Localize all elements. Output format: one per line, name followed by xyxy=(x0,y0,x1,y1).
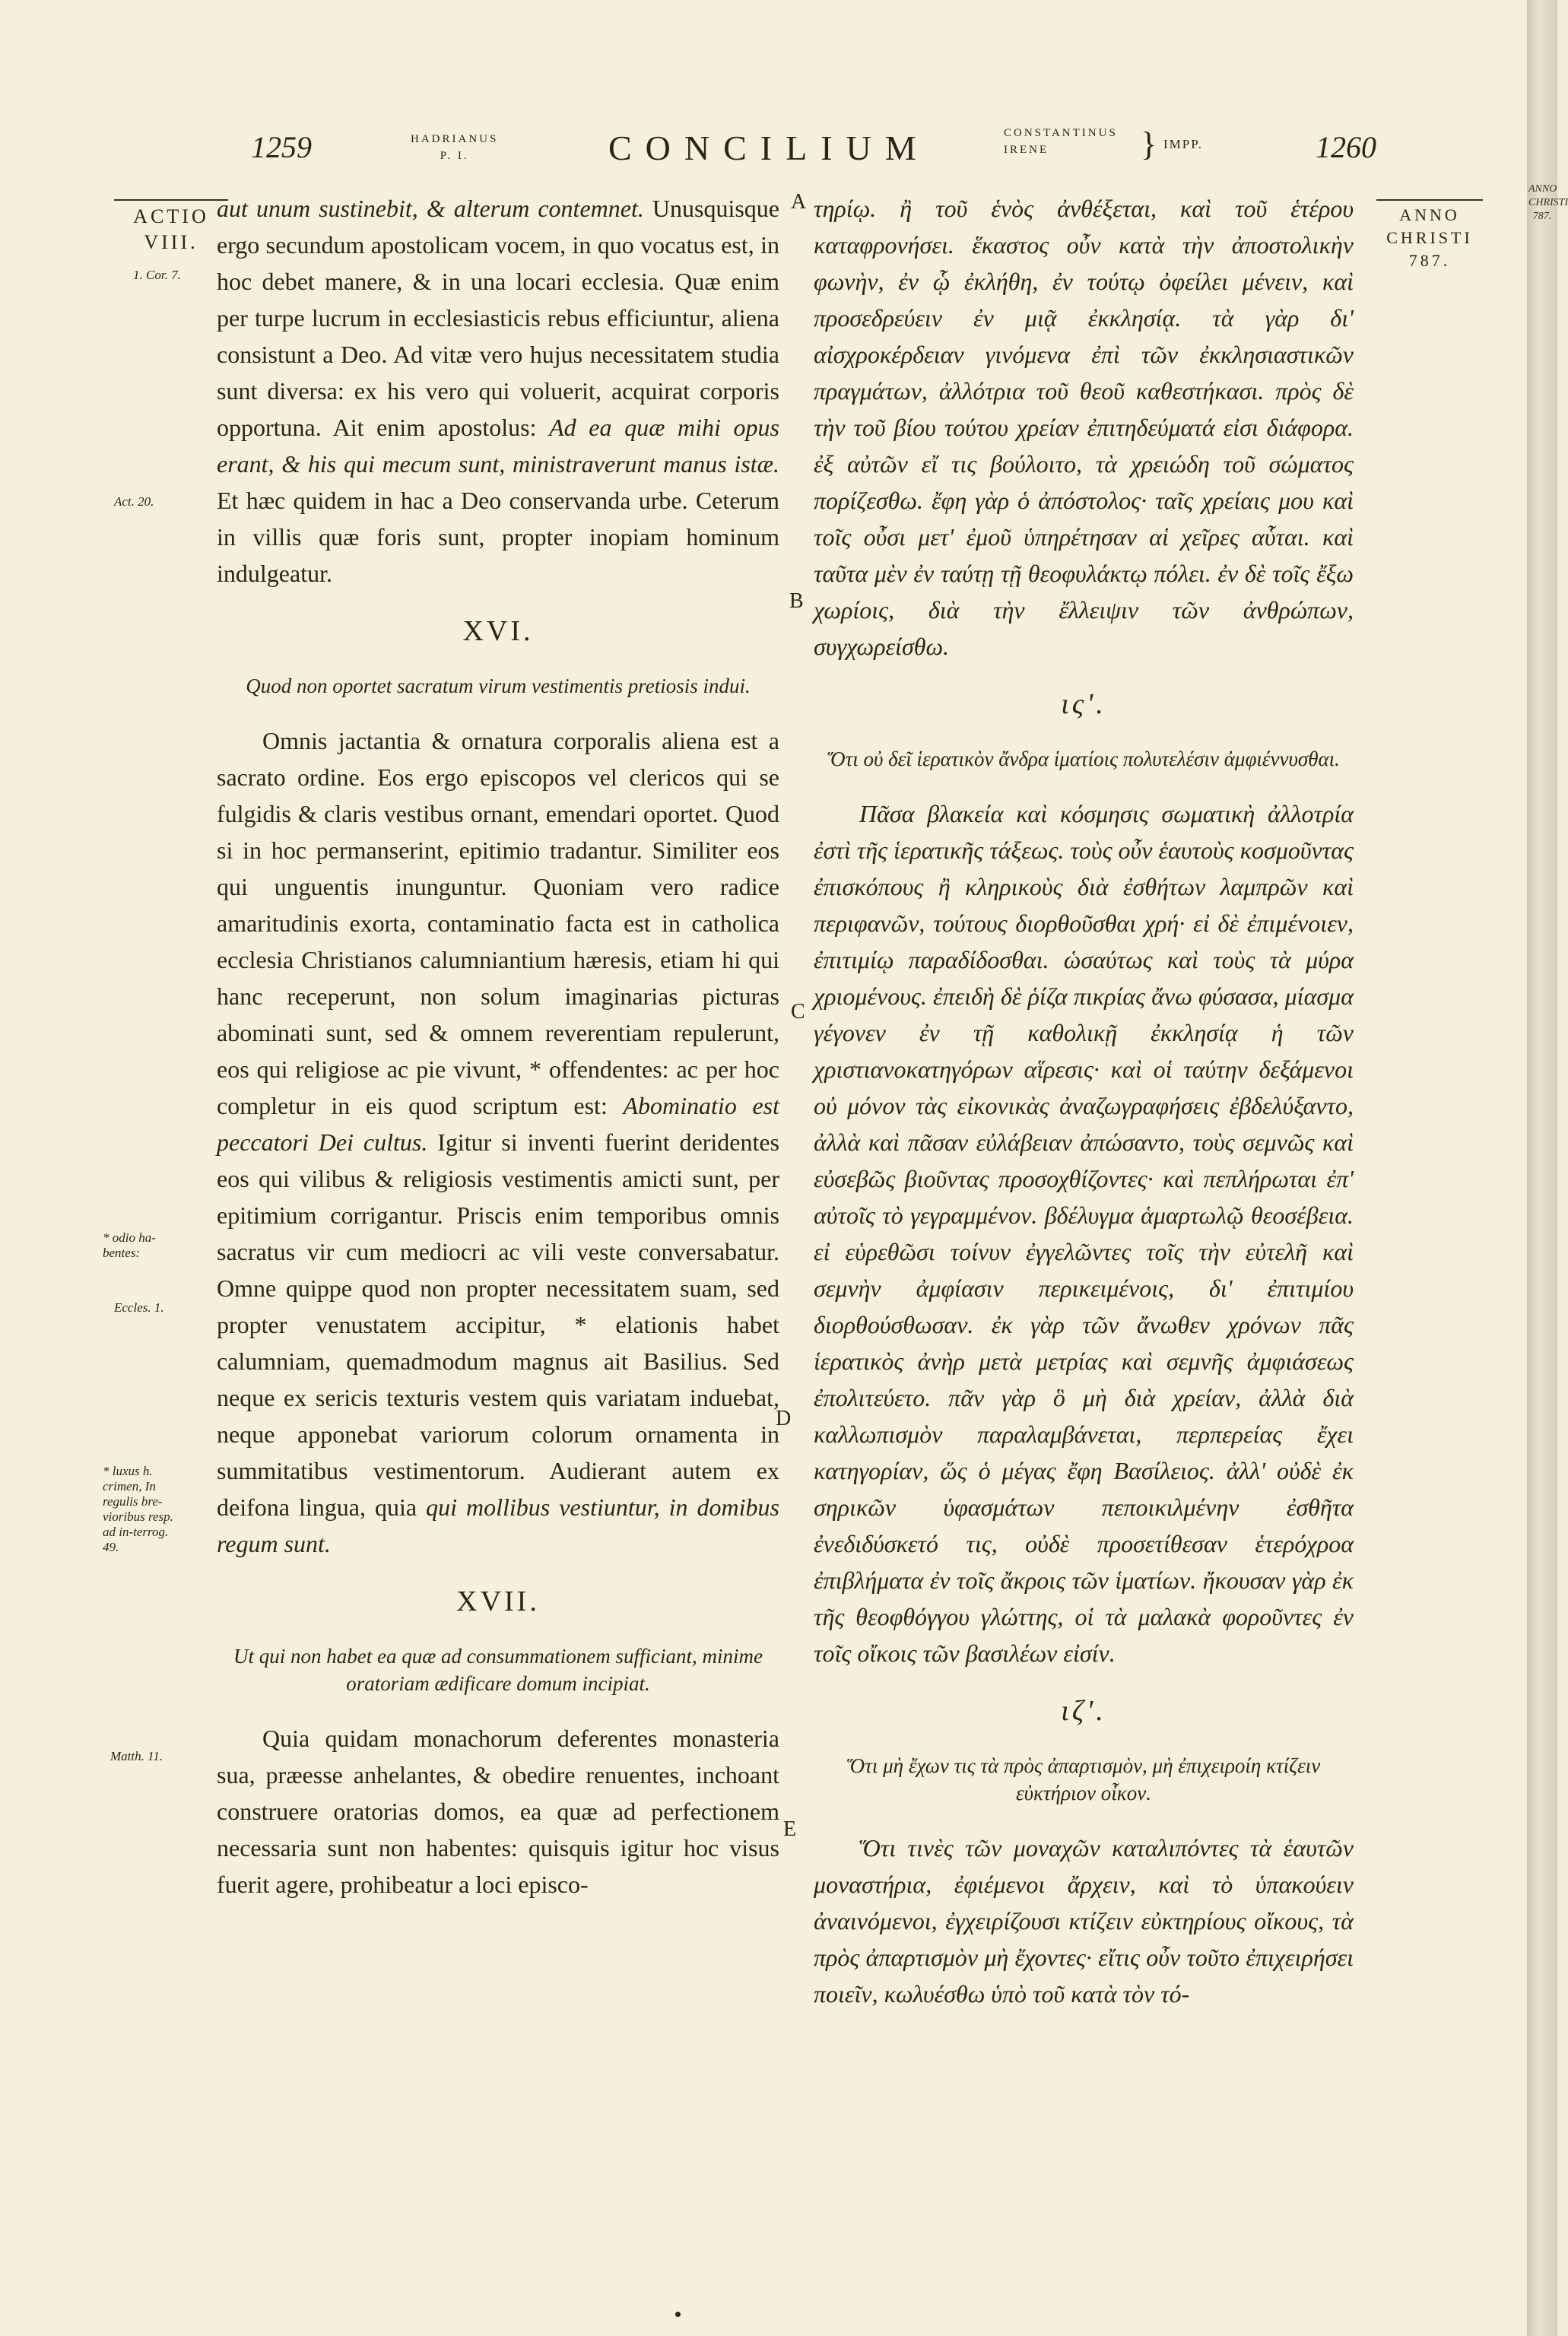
actio-label xyxy=(114,199,228,256)
latin-text-4: Igitur si inventi fuerint deridentes eos qui vilibus & religiosis vestimentis amicti sunt, per epitimium corrigantur. Priscis enim temporibus omnis sacratus vir cum mediocri ac vili veste conversabatur. Omne quippe quod non propter necessitatem suam, sed propter venustatem accipitur, * elationis habet calumniam, quemadmodum magnus ait Basilius. Sed neque ex sericis texturis vestem quis variatam induebat, neque apponebat variorum colorum ornamenta in summitatibus vestimentorum. Audierant autem ex deifona lingua, quia xyxy=(217,1128,780,1521)
greek-canon-number-17: ιζ'. xyxy=(1061,1695,1106,1727)
edge-anno: ANNO xyxy=(1528,183,1557,195)
christi-word: CHRISTI xyxy=(1386,228,1473,247)
latin-quote-4: qui mollibus vestiuntur, in domibus regum sunt. xyxy=(217,1493,780,1557)
margin-note-luxus: * luxus h. crimen, In regulis bre-vioribus resp. ad in-terrog. 49. xyxy=(103,1464,173,1554)
page-number-right: 1260 xyxy=(1316,130,1376,164)
anno-christi-label xyxy=(1376,199,1483,272)
page-number-left: 1259 xyxy=(251,130,312,164)
latin-paragraph-3: Quia quidam monachorum deferentes monasteria sua, præesse anhelantes, & obedire renuentes, inchoant construere oratorias domos, ea quæ ad perfectionem necessaria sunt non habentes: quisquis igitur hoc visus fuerit agere, prohibeatur a loci episco- xyxy=(217,1725,779,1898)
edge-anno-christi xyxy=(1528,182,1568,224)
latin-quote-2: Ad ea quæ mihi opus erant, & his qui mecum sunt, ministraverunt manus istæ. xyxy=(217,414,780,478)
section-letter-d: D xyxy=(776,1407,792,1430)
latin-text-2: Et hæc quidem in hac a Deo conservanda urbe. Ceterum in villis quæ foris sunt, propter inopiam hominum indulgeatur. xyxy=(217,487,779,587)
greek-column xyxy=(814,190,1354,2012)
section-letter-c: C xyxy=(791,1000,805,1024)
section-letter-a: A xyxy=(791,190,807,214)
greek-canon-number-16: ις'. xyxy=(1061,688,1106,720)
margin-note-matth: Matth. 11. xyxy=(110,1749,163,1763)
latin-quote-3: Abominatio est peccatori Dei cultus. xyxy=(217,1092,780,1156)
latin-text-3: Omnis jactantia & ornatura corporalis aliena est a sacrato ordine. Eos ergo episcopos vel clericos qui se fulgidis & claris vestibus ornant, emendari oportet. Quod si in hoc permanserint, epitimio tradantur. Similiter eos qui unguentis inunguntur. Quoniam vero radice amaritudinis exorta, contaminatio facta est in catholica ecclesia Christianos calumniantium hæresis, etiam hi qui hanc receperunt, non solum imaginarias picturas abominati sunt, sed & omnem reverentiam repulerunt, eos qui religiose ac pie vivunt, * offendentes: ac per hoc completur in eis quod scriptum est: xyxy=(217,727,779,1119)
header-emperors xyxy=(1004,125,1118,170)
edge-year: 787. xyxy=(1532,211,1552,222)
latin-rubric-17: Ut qui non habet ea quæ ad consummationem sufficiant, minime oratoriam ædificare domum incipiat. xyxy=(233,1645,763,1695)
actio-word: ACTIO xyxy=(133,205,209,227)
latin-canon-number-16: XVI. xyxy=(462,615,534,647)
latin-column xyxy=(217,190,779,1903)
header-hadrianus-sub: P. I. xyxy=(440,150,469,162)
anno-word: ANNO xyxy=(1399,205,1460,224)
margin-note-cor: 1. Cor. 7. xyxy=(133,268,181,282)
running-title: CONCILIUM xyxy=(608,129,930,167)
greek-paragraph-2: Πᾶσα βλακεία καὶ κόσμησις σωματικὴ ἀλλοτρία ἐστὶ τῆς ἱερατικῆς τάξεως. τοὺς οὖν ἑαυτοὺς κοσμοῦντας ἐπισκόπους ἢ κληρικοὺς διὰ ἐσθήτων λαμπρῶν καὶ περιφανῶν, τούτους διορθοῦσθαι χρή· εἰ δὲ ἐπιμένοιεν, ἐπιτιμίῳ παραδίδοσθαι. ὡσαύτως καὶ τοὺς τὰ μύρα χριομένους. ἐπειδὴ δὲ ῥίζα πικρίας ἄνω φύσασα, μίασμα γέγονεν ἐν τῇ καθολικῇ ἐκκλησίᾳ ἡ τῶν χριστιανοκατηγόρων αἵρεσις· καὶ οἱ ταύτην δεξάμενοι οὐ μόνον τὰς εἰκονικὰς ἀναζωγραφήσεις ἐβδελύξαντο, ἀλλὰ καὶ πᾶσαν εὐλάβειαν ἀπώσαντο, τοὺς σεμνῶς καὶ εὐσεβῶς βιοῦντας προσοχθίζοντες· καὶ πεπλήρωται ἐπ' αὐτοῖς τὸ γεγραμμένον. βδέλυγμα ἁμαρτωλῷ θεοσέβεια. εἰ εὑρεθῶσι τοίνυν ἐγγελῶντες τοῖς τὴν εὐτελῆ καὶ σεμνὴν ἀμφίασιν περικειμένοις, δι' ἐπιτιμίου διορθούσθωσαν. ἐκ γὰρ τῶν ἄνωθεν χρόνων πᾶς ἱερατικὸς ἀνὴρ μετὰ μετρίας καὶ σεμνῆς ἀμφιάσεως ἐπολιτεύετο. πᾶν γὰρ ὃ μὴ διὰ χρείαν, ἀλλὰ διὰ καλλωπισμὸν παραλαμβάνεται, περπερείας ἔχει κατηγορίαν, ὥς ὁ μέγας ἔφη Βασίλειος. ἀλλ' οὐδὲ ἐκ σηρικῶν ὑφασμάτων πεποικιλμένην ἐσθῆτα ἐνεδιδύσκετό τις, οὐδὲ προσετίθεσαν ἑτερόχροα ἐπιβλήματα ἐν τοῖς ἄκροις τῶν ἱματίων. ἤκουσαν γὰρ ἐκ τῆς θεοφθόγγου γλώττης, οἱ τὰ μαλακὰ φοροῦντες ἐν τοῖς οἴκοις τῶν βασιλέων εἰσίν. xyxy=(814,800,1354,1667)
latin-quote-1: aut unum sustinebit, & alterum contemnet. xyxy=(217,195,644,222)
page-mark xyxy=(675,2312,681,2317)
latin-text-1: Unusquisque ergo secundum apostolicam vocem, in quo vocatus est, in hoc debet manere, & in una locari ecclesia. Quæ enim per turpe lucrum in ecclesiasticis rebus efficiuntur, aliena consistunt a Deo. Ad vitæ vero hujus necessitatem studia sunt diversa: ex his vero qui voluerit, acquirat corporis opportuna. Ait enim apostolus: xyxy=(217,195,779,441)
next-page-edge xyxy=(1527,0,1568,2336)
greek-paragraph-1: τηρίῳ. ἢ τοῦ ἑνὸς ἀνθέξεται, καὶ τοῦ ἑτέρου καταφρονήσει. ἕκαστος οὖν κατὰ τὴν ἀποστολικὴν φωνὴν, ἐν ᾧ ἐκλήθη, ἐν τούτῳ ὀφείλει μένειν, καὶ προσεδρεύειν ἐν μιᾷ ἐκκλησίᾳ. τὰ γὰρ δι' αἰσχροκέρδειαν γινόμενα ἐπὶ τῶν ἐκκλησιαστικῶν πραγμάτων, ἀλλότρια τοῦ θεοῦ καθεστήκασι. πρὸς δὲ τὴν τοῦ βίου τούτου χρείαν ἐπιτηδεύματά εἰσι διάφορα. ἐξ αὐτῶν εἴ τις βούλοιτο, τὰ χρειώδη τοῦ σώματος πορίζεσθω. ἔφη γὰρ ὁ ἀπόστολος· ταῖς χρείαις μου καὶ τοῖς οὖσι μετ' ἐμοῦ ὑπηρέτησαν αἱ χεῖρες αὗται. καὶ ταῦτα μὲν ἐν ταύτῃ τῇ θεοφυλάκτῳ πόλει. ἐν δὲ τοῖς ἔξω χωρίοις, διὰ τὴν ἔλλειψιν τῶν ἀνθρώπων, συγχωρείσθω. xyxy=(814,195,1354,660)
header-impp: IMPP. xyxy=(1163,137,1204,151)
greek-rubric-16: Ὅτι οὐ δεῖ ἱερατικὸν ἄνδρα ἱματίοις πολυτελέσιν ἀμφιέννυσθαι. xyxy=(827,747,1340,770)
header-brace: } xyxy=(1141,125,1157,163)
greek-paragraph-3: Ὅτι τινὲς τῶν μοναχῶν καταλιπόντες τὰ ἑαυτῶν μοναστήρια, ἐφιέμενοι ἄρχειν, καὶ τὸ ὑπακούειν ἀναινόμενοι, ἐγχειρίζουσι κτίζειν εὐκτηρίους οἴκους, τὰ πρὸς ἀπαρτισμὸν μὴ ἔχοντες· εἴτις οὖν τοῦτο ἐπιχειρήσει ποιεῖν, κωλυέσθω ὑπὸ τοῦ κατὰ τὸν τό- xyxy=(814,1834,1354,2008)
actio-number: VIII. xyxy=(144,231,198,253)
section-letter-e: E xyxy=(783,1817,797,1841)
latin-canon-number-17: XVII. xyxy=(456,1585,540,1617)
header-irene: IRENE xyxy=(1004,144,1049,156)
header-hadrianus xyxy=(411,131,498,176)
section-letter-b: B xyxy=(789,589,804,613)
anno-year: 787. xyxy=(1408,251,1451,270)
margin-note-odio: * odio ha-bentes: xyxy=(103,1230,156,1260)
header-hadrianus-name: HADRIANUS xyxy=(411,133,499,145)
greek-rubric-17: Ὅτι μὴ ἔχων τις τὰ πρὸς ἀπαρτισμὸν, μὴ ἐπιχειροίη κτίζειν εὐκτήριον οἶκον. xyxy=(846,1754,1321,1804)
header-constantinus: CONSTANTINUS xyxy=(1004,127,1118,139)
margin-note-act: Act. 20. xyxy=(114,494,154,509)
edge-christi: CHRISTI xyxy=(1528,197,1568,208)
latin-paragraph-2 xyxy=(217,722,779,1562)
latin-rubric-16: Quod non oportet sacratum virum vestimentis pretiosis indui. xyxy=(246,674,751,697)
latin-paragraph-1 xyxy=(217,190,779,592)
margin-note-eccl: Eccles. 1. xyxy=(114,1300,164,1315)
